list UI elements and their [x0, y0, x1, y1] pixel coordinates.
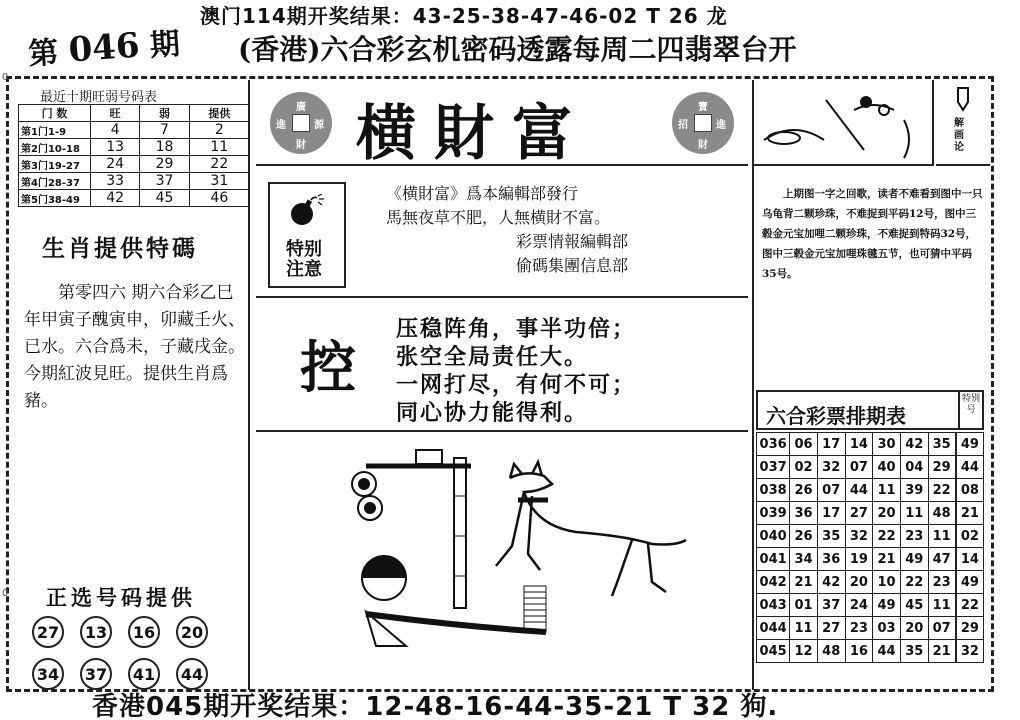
schedule-number-cell: 37: [817, 594, 845, 617]
stats-hot: 13: [91, 139, 140, 156]
notice-section: [256, 168, 748, 298]
notice-line: 偷碼集團信息部: [516, 256, 629, 275]
coin-char: 財: [698, 140, 708, 151]
title-banner: [256, 80, 748, 169]
schedule-number-cell: 48: [928, 502, 956, 525]
schedule-number-cell: 16: [845, 640, 873, 663]
schedule-title-box: [756, 390, 984, 430]
schedule-number-cell: 07: [817, 479, 845, 502]
hk-result-line: 香港045期开奖结果：12-48-16-44-35-21 T 32 狗.: [92, 692, 779, 720]
riddle-illustration: [256, 436, 748, 686]
schedule-number-cell: 30: [873, 433, 901, 456]
schedule-number-cell: 12: [790, 640, 818, 663]
schedule-number-cell: 03: [873, 617, 901, 640]
schedule-special-cell: 49: [956, 571, 984, 594]
schedule-row: [757, 571, 984, 594]
schedule-number-cell: 35: [928, 433, 956, 456]
schedule-row: [757, 456, 984, 479]
schedule-number-cell: 11: [928, 525, 956, 548]
schedule-number-cell: 17: [817, 502, 845, 525]
zodiac-text: 第零四六 期六合彩乙巳年甲寅子醜寅申，卯藏壬火、已水。六合爲未，子藏戌金。今期紅波見旺。提供生肖爲豬。: [24, 283, 245, 411]
stats-period: 第2门10-18: [19, 139, 91, 156]
bomb-icon: [286, 194, 326, 228]
schedule-number-cell: 49: [873, 594, 901, 617]
notice-label: [286, 240, 322, 280]
coin-char: 進: [716, 120, 726, 131]
schedule-number-cell: 02: [790, 456, 818, 479]
stats-provide: 22: [189, 156, 249, 173]
notice-line: 《横財富》爲本編輯部發行: [386, 184, 579, 203]
coin-char: 進: [276, 120, 286, 131]
schedule-number-cell: 39: [900, 479, 928, 502]
stats-provide: 2: [189, 122, 249, 139]
schedule-number-cell: 22: [873, 525, 901, 548]
stats-row: [19, 156, 250, 173]
middle-column: [256, 80, 748, 680]
pick-heading: 正选号码提供: [46, 586, 196, 610]
schedule-special-label: 特别号: [958, 392, 982, 428]
schedule-number-cell: 44: [845, 479, 873, 502]
poem-line: 压稳阵角，事半功倍；: [396, 317, 637, 342]
schedule-number-cell: 26: [790, 525, 818, 548]
schedule-number-cell: 07: [928, 617, 956, 640]
stats-provide: 46: [189, 190, 249, 207]
schedule-issue-cell: 039: [757, 502, 790, 525]
schedule-number-cell: 21: [928, 640, 956, 663]
stats-hot: 4: [91, 122, 140, 139]
schedule-number-cell: 35: [817, 525, 845, 548]
schedule-number-cell: 23: [928, 571, 956, 594]
schedule-number-cell: 36: [817, 548, 845, 571]
stats-header-provide: 提供: [189, 105, 249, 122]
poem-lines: [396, 316, 636, 428]
stats-row: [19, 190, 250, 207]
schedule-issue-cell: 040: [757, 525, 790, 548]
schedule-row: [757, 548, 984, 571]
schedule-number-cell: 44: [873, 640, 901, 663]
schedule-number-cell: 20: [873, 502, 901, 525]
coin-left-icon: [270, 92, 332, 154]
riddle-side-label: 解画论: [954, 118, 964, 153]
schedule-number-cell: 27: [817, 617, 845, 640]
stats-period: 第5门38-49: [19, 190, 91, 207]
schedule-number-cell: 35: [900, 640, 928, 663]
stats-hot: 24: [91, 156, 140, 173]
schedule-table: [756, 432, 984, 663]
schedule-special-cell: 29: [956, 617, 984, 640]
schedule-special-cell: 32: [956, 640, 984, 663]
notice-label-line1: 特别: [286, 239, 322, 260]
riddle-image-box: [754, 80, 934, 166]
schedule-number-cell: 22: [900, 571, 928, 594]
schedule-number-cell: 47: [928, 548, 956, 571]
schedule-number-cell: 20: [900, 617, 928, 640]
schedule-special-cell: 49: [956, 433, 984, 456]
schedule-special-cell: 08: [956, 479, 984, 502]
edge-mark-bottom: 0: [2, 588, 9, 599]
schedule-number-cell: 11: [900, 502, 928, 525]
stats-header-period: 门 数: [19, 105, 91, 122]
schedule-number-cell: 48: [817, 640, 845, 663]
stats-cold: 45: [140, 190, 189, 207]
zodiac-heading: 生肖提供特碼: [42, 236, 198, 262]
stats-provide: 11: [189, 139, 249, 156]
pick-number-ball: 44: [176, 658, 208, 690]
notice-label-line2: 注意: [286, 259, 322, 280]
stats-hot: 42: [91, 190, 140, 207]
schedule-row: [757, 479, 984, 502]
stats-cold: 29: [140, 156, 189, 173]
schedule-row: [757, 617, 984, 640]
schedule-number-cell: 42: [817, 571, 845, 594]
stats-table: [18, 104, 250, 207]
issue-suffix: 期: [148, 26, 182, 64]
poem-line: 张空全局责任大。: [396, 345, 589, 370]
pick-number-ball: 34: [32, 658, 64, 690]
poem-key-char: 控: [300, 335, 356, 401]
coin-char: 寶: [698, 102, 708, 113]
poem-line: 同心协力能得利。: [396, 401, 589, 426]
schedule-row: [757, 594, 984, 617]
stats-cold: 18: [140, 139, 189, 156]
notice-line: 彩票情報編輯部: [516, 232, 629, 251]
schedule-row: [757, 502, 984, 525]
issue-number: 046: [67, 25, 141, 71]
schedule-number-cell: 11: [873, 479, 901, 502]
stats-cold: 7: [140, 122, 189, 139]
stats-title: 最近十期旺弱号码表: [40, 90, 158, 105]
coin-char: 財: [296, 140, 306, 151]
coin-hole: [694, 114, 712, 132]
riddle-side: [936, 80, 990, 166]
schedule-special-cell: 44: [956, 456, 984, 479]
pick-number-ball: 16: [128, 616, 160, 648]
macau-result-line: 澳门114期开奖结果：43-25-38-47-46-02 T 26 龙: [200, 4, 728, 28]
schedule-issue-cell: 041: [757, 548, 790, 571]
stats-header-row: [19, 105, 250, 122]
schedule-number-cell: 21: [790, 571, 818, 594]
schedule-row: [757, 525, 984, 548]
stats-provide: 31: [189, 173, 249, 190]
pick-number-grid: [32, 616, 242, 690]
schedule-number-cell: 11: [928, 594, 956, 617]
pick-number-ball: 20: [176, 616, 208, 648]
schedule-number-cell: 06: [790, 433, 818, 456]
schedule-number-cell: 10: [873, 571, 901, 594]
page-subtitle: (香港)六合彩玄机密码透露每周二四翡翠台开: [238, 33, 797, 66]
stats-row: [19, 139, 250, 156]
schedule-number-cell: 07: [845, 456, 873, 479]
issue-prefix: 第: [27, 35, 60, 73]
schedule-number-cell: 42: [900, 433, 928, 456]
subtitle-row: [18, 22, 1008, 73]
schedule-number-cell: 04: [900, 456, 928, 479]
stats-row: [19, 173, 250, 190]
schedule-number-cell: 17: [817, 433, 845, 456]
schedule-special-cell: 14: [956, 548, 984, 571]
schedule-special-cell: 21: [956, 502, 984, 525]
coin-hole: [292, 114, 310, 132]
schedule-number-cell: 34: [790, 548, 818, 571]
coin-char: 招: [678, 120, 688, 131]
right-column: [752, 80, 988, 690]
banner-title: 横財富: [356, 99, 590, 169]
stats-header-hot: 旺: [91, 105, 140, 122]
schedule-number-cell: 14: [845, 433, 873, 456]
schedule-number-cell: 49: [900, 548, 928, 571]
schedule-special-cell: 02: [956, 525, 984, 548]
schedule-issue-cell: 037: [757, 456, 790, 479]
schedule-issue-cell: 036: [757, 433, 790, 456]
coin-right-icon: [672, 92, 734, 154]
schedule-number-cell: 32: [845, 525, 873, 548]
coin-char: 源: [314, 120, 324, 131]
notice-lines: [386, 182, 628, 278]
schedule-special-cell: 22: [956, 594, 984, 617]
schedule-number-cell: 11: [790, 617, 818, 640]
schedule-title: 六合彩票排期表: [766, 404, 906, 428]
schedule-issue-cell: 042: [757, 571, 790, 594]
stats-period: 第4门28-37: [19, 173, 91, 190]
riddle-picture: [256, 436, 748, 686]
pick-number-ball: 13: [80, 616, 112, 648]
schedule-number-cell: 29: [928, 456, 956, 479]
schedule-issue-cell: 038: [757, 479, 790, 502]
stats-period: 第3门19-27: [19, 156, 91, 173]
notice-box: [268, 182, 346, 288]
schedule-issue-cell: 045: [757, 640, 790, 663]
stats-row: [19, 122, 250, 139]
schedule-issue-cell: 044: [757, 617, 790, 640]
issue-badge: [27, 19, 182, 73]
schedule-number-cell: 45: [900, 594, 928, 617]
poem-line: 一网打尽，有何不可；: [396, 373, 637, 398]
poem-section: [256, 302, 748, 432]
schedule-number-cell: 22: [928, 479, 956, 502]
pick-number-ball: 27: [32, 616, 64, 648]
coin-char: 廣: [296, 102, 306, 113]
pointing-hand-icon: [948, 84, 978, 114]
pick-number-ball: 41: [128, 658, 160, 690]
stats-hot: 33: [91, 173, 140, 190]
schedule-row: [757, 640, 984, 663]
stats-period: 第1门1-9: [19, 122, 91, 139]
schedule-number-cell: 40: [873, 456, 901, 479]
schedule-number-cell: 21: [873, 548, 901, 571]
schedule-number-cell: 27: [845, 502, 873, 525]
schedule-number-cell: 19: [845, 548, 873, 571]
hint-text: 上期图一字之回歌，读者不难看到图中一只乌龟背二颗珍珠，不难捉到平码12号，图中三毂金元宝加哩二颗珍珠，不难捉到特码32号，图中三毂金元宝加哩珠毽五节，也可猜中平码35号。: [762, 188, 983, 280]
schedule-number-cell: 32: [817, 456, 845, 479]
schedule-issue-cell: 043: [757, 594, 790, 617]
bird-branch-icon: [754, 80, 934, 164]
schedule-number-cell: 24: [845, 594, 873, 617]
left-column: [10, 80, 250, 690]
edge-mark-top: 0: [2, 72, 9, 83]
schedule-number-cell: 23: [845, 617, 873, 640]
stats-cold: 37: [140, 173, 189, 190]
schedule-number-cell: 36: [790, 502, 818, 525]
schedule-number-cell: 01: [790, 594, 818, 617]
schedule-number-cell: 20: [845, 571, 873, 594]
schedule-number-cell: 23: [900, 525, 928, 548]
schedule-number-cell: 26: [790, 479, 818, 502]
pick-number-ball: 37: [80, 658, 112, 690]
schedule-row: [757, 433, 984, 456]
notice-line: 馬無夜草不肥，人無横財不富。: [386, 208, 611, 227]
stats-header-cold: 弱: [140, 105, 189, 122]
